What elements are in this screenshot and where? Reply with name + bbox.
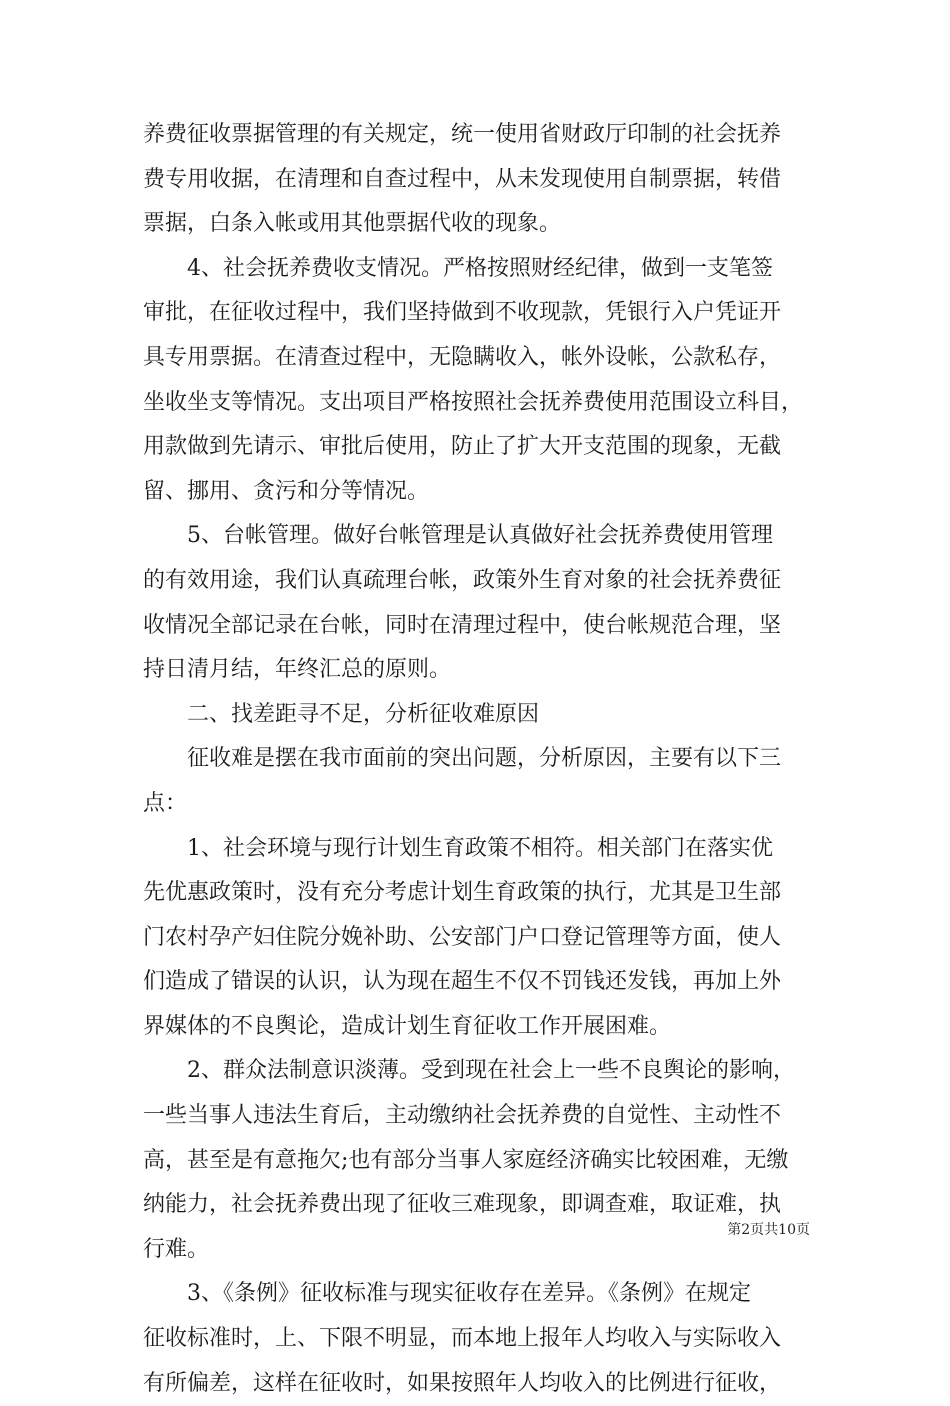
text-line: 们造成了错误的认识，认为现在超生不仅不罚钱还发钱，再加上外 <box>143 969 782 995</box>
text-line: 纳能力，社会抚养费出现了征收三难现象，即调查难，取证难，执 <box>143 1192 782 1218</box>
text-line: 一些当事人违法生育后，主动缴纳社会抚养费的自觉性、主动性不 <box>143 1103 782 1129</box>
paragraph-start-line: 2、群众法制意识淡薄。受到现在社会上一些不良舆论的影响， <box>187 1058 795 1084</box>
text-line: 费专用收据，在清理和自查过程中，从未发现使用自制票据，转借 <box>143 166 782 192</box>
section-heading: 二、找差距寻不足，分析征收难原因 <box>187 701 540 727</box>
paragraph-start-line: 征收难是摆在我市面前的突出问题，分析原因，主要有以下三 <box>187 746 782 772</box>
paragraph-start-line: 3、《条例》征收标准与现实征收存在差异。《条例》在规定 <box>187 1281 751 1307</box>
text-line: 具专用票据。在清查过程中，无隐瞒收入，帐外设帐，公款私存， <box>143 344 782 370</box>
text-line: 的有效用途，我们认真疏理台帐，政策外生育对象的社会抚养费征 <box>143 567 782 593</box>
text-line: 有所偏差，这样在征收时，如果按照年人均收入的比例进行征收， <box>143 1370 782 1396</box>
text-line: 审批，在征收过程中，我们坚持做到不收现款，凭银行入户凭证开 <box>143 300 782 326</box>
text-line: 票据，白条入帐或用其他票据代收的现象。 <box>143 211 562 237</box>
text-line: 养费征收票据管理的有关规定，统一使用省财政厅印制的社会抚养 <box>143 122 782 147</box>
text-line: 坐收坐支等情况。支出项目严格按照社会抚养费使用范围设立科目， <box>143 389 804 415</box>
page-number-footer: 第2页共10页 <box>727 1222 810 1238</box>
paragraph-start-line: 1、社会环境与现行计划生育政策不相符。相关部门在落实优 <box>187 835 773 861</box>
text-line: 行难。 <box>143 1236 210 1262</box>
text-line: 门农村孕产妇住院分娩补助、公安部门户口登记管理等方面，使人 <box>143 924 782 950</box>
text-line: 持日清月结，年终汇总的原则。 <box>143 657 452 683</box>
text-line: 点： <box>143 790 188 816</box>
paragraph-start-line: 4、社会抚养费收支情况。严格按照财经纪律，做到一支笔签 <box>187 255 773 281</box>
text-line: 收情况全部记录在台帐，同时在清理过程中，使台帐规范合理，坚 <box>143 612 782 638</box>
text-line: 高，甚至是有意拖欠;也有部分当事人家庭经济确实比较困难，无缴 <box>143 1147 789 1173</box>
text-line: 留、挪用、贪污和分等情况。 <box>143 478 430 504</box>
text-line: 界媒体的不良舆论，造成计划生育征收工作开展困难。 <box>143 1013 672 1039</box>
text-line: 征收标准时，上、下限不明显，而本地上报年人均收入与实际收入 <box>143 1326 782 1352</box>
document-body <box>143 113 811 1406</box>
text-line: 先优惠政策时，没有充分考虑计划生育政策的执行，尤其是卫生部 <box>143 880 782 906</box>
paragraph-start-line: 5、台帐管理。做好台帐管理是认真做好社会抚养费使用管理 <box>187 523 773 549</box>
text-line: 用款做到先请示、审批后使用，防止了扩大开支范围的现象，无截 <box>143 434 782 460</box>
